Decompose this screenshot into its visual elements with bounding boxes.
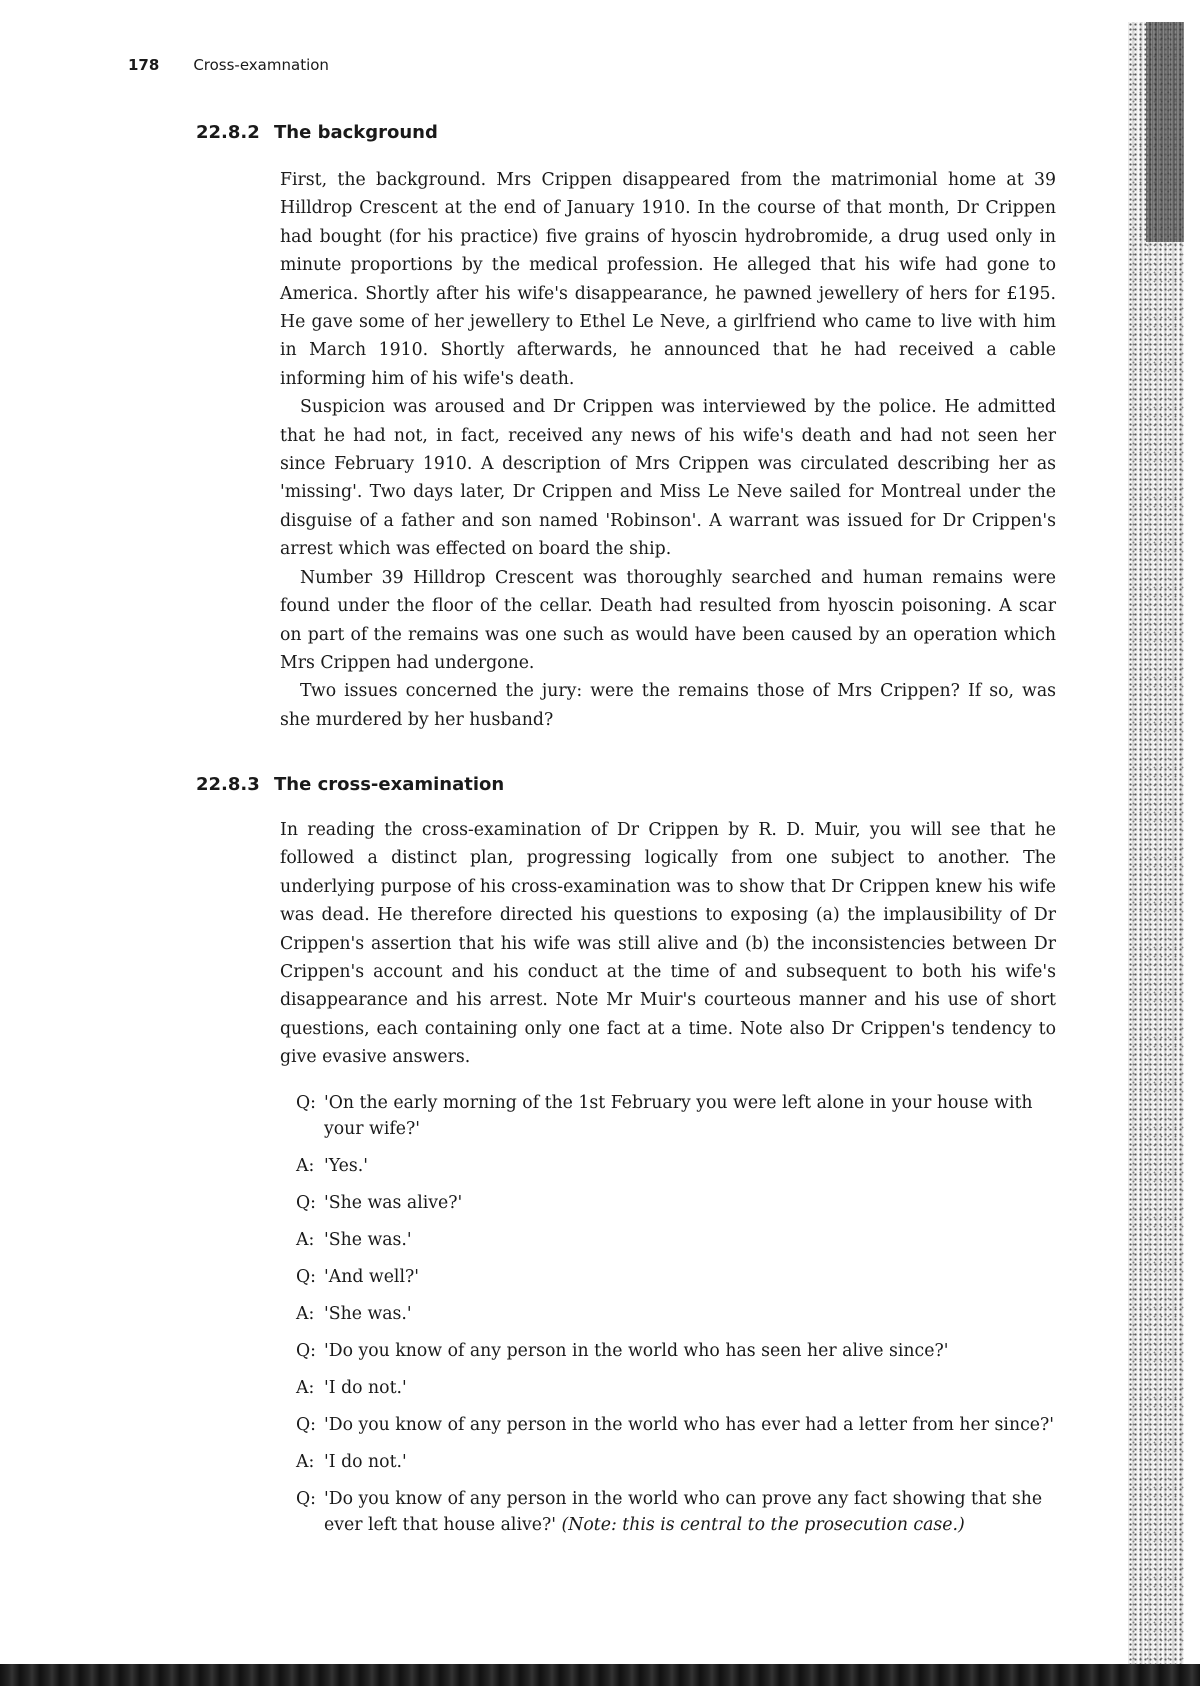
dialogue-text: 'And well?' [324, 1267, 420, 1287]
dialogue-line [296, 1090, 1056, 1142]
speaker-label: A: [296, 1378, 315, 1398]
background-text [280, 166, 1056, 734]
dialogue-text: 'I do not.' [324, 1452, 407, 1472]
dialogue-list [296, 1090, 1056, 1549]
speaker-label: A: [296, 1230, 315, 1250]
editorial-note: (Note: this is central to the prosecution case.) [561, 1515, 965, 1535]
speaker-label: Q: [296, 1489, 316, 1509]
dialogue-line [296, 1375, 1056, 1401]
dialogue-line [296, 1449, 1056, 1475]
dialogue-line [296, 1153, 1056, 1179]
dialogue-line [296, 1190, 1056, 1216]
running-title: Cross-examnation [193, 56, 329, 74]
paragraph: Suspicion was aroused and Dr Crippen was interviewed by the police. He admitted that he had not, in fact, received any news of his wife's death and had not seen her since February 1910. A description of Mrs Crippen was circulated describing her as 'missing'. Two days later, Dr Crippen and Miss Le Neve sailed for Montreal under the disguise of a father and son named 'Robinson'. A warrant was issued for Dr Crippen's arrest which was effected on board the ship. [280, 397, 1056, 560]
speaker-label: Q: [296, 1093, 316, 1113]
speaker-label: Q: [296, 1415, 316, 1435]
dialogue-text: 'She was alive?' [324, 1193, 463, 1213]
dialogue-text: 'Do you know of any person in the world who has seen her alive since?' [324, 1341, 949, 1361]
scan-edge-noise [1128, 22, 1184, 1682]
dialogue-line [296, 1301, 1056, 1327]
speaker-label: A: [296, 1156, 315, 1176]
page-number: 178 [128, 56, 160, 74]
dialogue-line [296, 1264, 1056, 1290]
dialogue-text: 'Do you know of any person in the world who can prove any fact showing that she ever left that house alive?' [324, 1489, 1043, 1535]
speaker-label: A: [296, 1304, 315, 1324]
dialogue-text: 'I do not.' [324, 1378, 407, 1398]
dialogue-text: 'Do you know of any person in the world who has ever had a letter from her since?' [324, 1415, 1054, 1435]
speaker-label: A: [296, 1452, 315, 1472]
section-heading-background [196, 122, 438, 143]
dialogue-text: 'She was.' [324, 1230, 412, 1250]
dialogue-text: 'Yes.' [324, 1156, 368, 1176]
scan-bottom-edge [0, 1664, 1200, 1686]
dialogue-text: 'She was.' [324, 1304, 412, 1324]
section-heading-cross-examination [196, 774, 504, 795]
dialogue-line [296, 1227, 1056, 1253]
scan-edge-dark-patch [1146, 22, 1184, 242]
dialogue-line [296, 1412, 1056, 1438]
speaker-label: Q: [296, 1341, 316, 1361]
dialogue-line [296, 1486, 1056, 1538]
dialogue-line [296, 1338, 1056, 1364]
section-title: The cross-examination [274, 774, 505, 795]
speaker-label: Q: [296, 1267, 316, 1287]
speaker-label: Q: [296, 1193, 316, 1213]
dialogue-text-wrapper [324, 1486, 1056, 1538]
section-number: 22.8.3 [196, 774, 260, 795]
paragraph: Two issues concerned the jury: were the remains those of Mrs Crippen? If so, was she murdered by her husband? [280, 681, 1056, 730]
section-title: The background [274, 122, 438, 143]
cross-examination-text [280, 816, 1056, 1072]
paragraph: Number 39 Hilldrop Crescent was thoroughly searched and human remains were found under the floor of the cellar. Death had resulted from hyoscin poisoning. A scar on part of the remains was one such as would have been caused by an operation which Mrs Crippen had undergone. [280, 567, 1056, 673]
paragraph: First, the background. Mrs Crippen disappeared from the matrimonial home at 39 Hilldrop Crescent at the end of January 1910. In the course of that month, Dr Crippen had bought (for his practice) five grains of hyoscin hydrobromide, a drug used only in minute proportions by the medical profession. He alleged that his wife had gone to America. Shortly after his wife's disappearance, he pawned jewellery of hers for £195. He gave some of her jewellery to Ethel Le Neve, a girlfriend who came to live with him in March 1910. Shortly afterwards, he announced that he had received a cable informing him of his wife's death. [280, 170, 1056, 389]
paragraph: In reading the cross-examination of Dr Crippen by R. D. Muir, you will see that he followed a distinct plan, progressing logically from one subject to another. The underlying purpose of his cross-examination was to show that Dr Crippen knew his wife was dead. He therefore directed his questions to exposing (a) the implausibility of Dr Crippen's assertion that his wife was still alive and (b) the inconsistencies between Dr Crippen's account and his conduct at the time of and subsequent to both his wife's disappearance and his arrest. Note Mr Muir's courteous manner and his use of short questions, each containing only one fact at a time. Note also Dr Crippen's tendency to give evasive answers. [280, 820, 1056, 1068]
section-number: 22.8.2 [196, 122, 260, 143]
dialogue-text: 'On the early morning of the 1st February you were left alone in your house with your wife?' [324, 1093, 1033, 1139]
running-header [128, 56, 329, 74]
